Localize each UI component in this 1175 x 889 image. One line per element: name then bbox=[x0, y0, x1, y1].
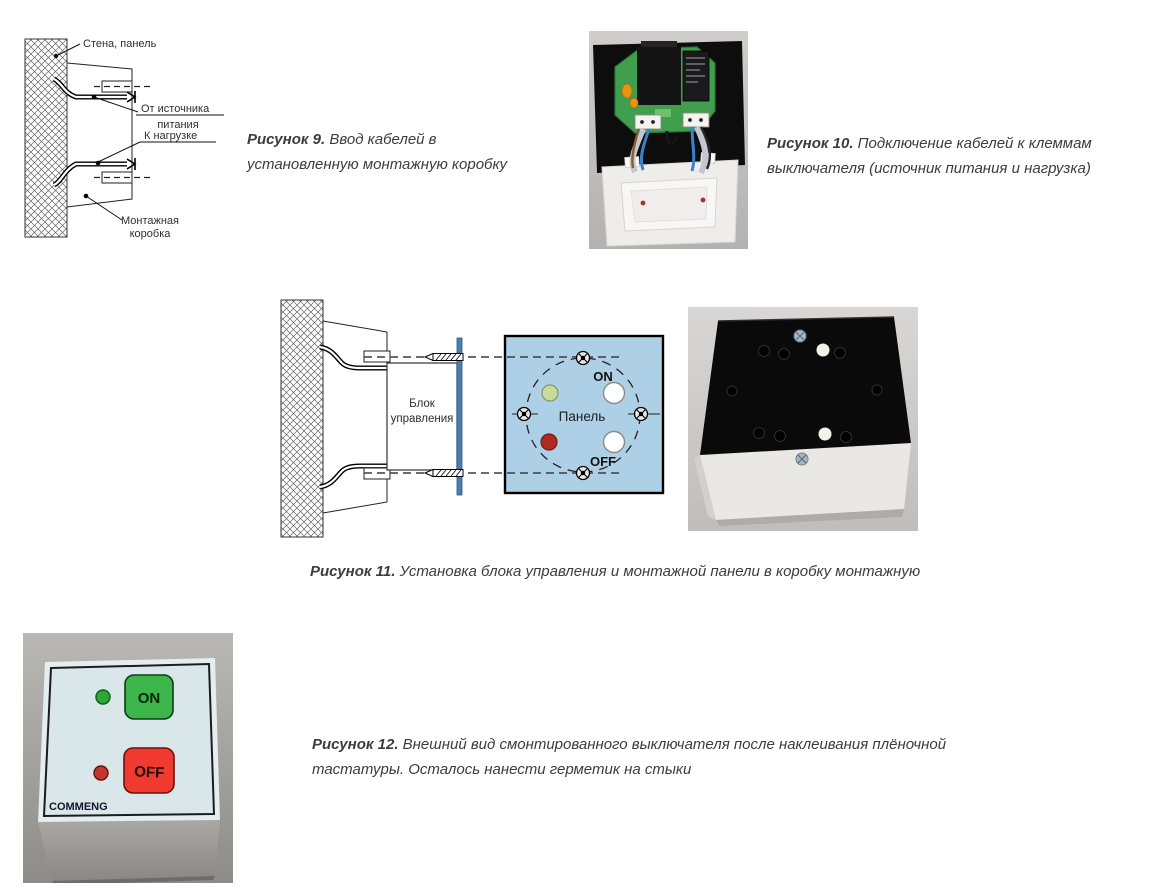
terminal-block-left bbox=[635, 115, 661, 129]
box-label-line2: коробка bbox=[129, 228, 171, 240]
box-screw-hole bbox=[641, 201, 646, 206]
switch-box-side bbox=[38, 820, 220, 881]
fig10-caption-label: Рисунок 10. bbox=[767, 135, 854, 152]
load-label: К нагрузке bbox=[144, 130, 198, 142]
white-mounting-box bbox=[602, 153, 738, 246]
fig11-caption bbox=[310, 559, 920, 584]
fig11-caption-label: Рисунок 11. bbox=[310, 563, 396, 580]
fig12-caption bbox=[312, 732, 1030, 782]
capacitor bbox=[622, 84, 632, 98]
fig11-photo bbox=[688, 307, 918, 531]
green-led-indicator bbox=[542, 385, 558, 401]
panel-screw bbox=[577, 467, 590, 480]
panel-label: Панель bbox=[558, 409, 606, 424]
off-button-hole bbox=[604, 432, 625, 453]
fig10-photo bbox=[589, 31, 748, 249]
lower-conduit bbox=[94, 172, 150, 183]
panel-screw bbox=[518, 408, 531, 421]
capacitor bbox=[630, 98, 638, 108]
off-label: OFF bbox=[590, 454, 616, 469]
fig9-caption bbox=[247, 127, 549, 177]
source-label-line2: питания bbox=[157, 119, 199, 131]
fig12-caption-label: Рисунок 12. bbox=[312, 736, 399, 753]
green-led bbox=[96, 690, 110, 704]
upper-conduit bbox=[94, 81, 150, 92]
panel-screw bbox=[577, 352, 590, 365]
on-button[interactable] bbox=[125, 675, 173, 719]
fig12-photo bbox=[23, 633, 233, 883]
control-block bbox=[387, 363, 457, 470]
load-label-group bbox=[98, 130, 216, 162]
on-button-hole bbox=[604, 383, 625, 404]
fig11-caption-text: Установка блока управления и монтажной панели в коробку монтажную bbox=[399, 563, 921, 580]
terminal-block-right bbox=[683, 113, 709, 127]
control-block-label-line2: управления bbox=[390, 413, 454, 425]
control-block-label-line1: Блок bbox=[409, 398, 435, 410]
source-label-line1: От источника bbox=[141, 103, 210, 115]
fig10-caption bbox=[767, 131, 1112, 181]
box-label-line1: Монтажная bbox=[120, 215, 180, 227]
off-button[interactable] bbox=[124, 748, 174, 793]
brand-label: COMMENG bbox=[49, 801, 108, 813]
box-label-group bbox=[84, 194, 179, 240]
on-label: ON bbox=[593, 369, 613, 384]
mounting-screw bbox=[425, 354, 463, 361]
on-button-label: ON bbox=[137, 690, 161, 707]
fig9-caption-text: Ввод кабелей в установленную монтажную коробку bbox=[247, 131, 508, 173]
wall-hatch bbox=[25, 39, 67, 237]
fig10-caption-text: Подключение кабелей к клеммам выключателя (источник питания и нагрузка) bbox=[767, 135, 1092, 177]
white-button-dot bbox=[819, 428, 832, 441]
red-led-indicator bbox=[541, 434, 557, 450]
fig9-diagram bbox=[10, 33, 238, 251]
wall-label: Стена, панель bbox=[83, 38, 157, 50]
wall-hatch bbox=[281, 300, 323, 537]
fig12-caption-text: Внешний вид смонтированного выключателя после наклеивания плёночной тастатуры. Осталось нанести герметик на стыки bbox=[312, 736, 947, 778]
white-button-dot bbox=[817, 344, 830, 357]
source-label-group bbox=[94, 97, 224, 131]
panel-screw bbox=[635, 408, 648, 421]
fig9-caption-label: Рисунок 9. bbox=[247, 131, 326, 148]
fig11-diagram bbox=[276, 291, 668, 543]
off-button-label: OFF bbox=[133, 763, 165, 782]
box-screw-hole bbox=[701, 198, 706, 203]
mounting-screw bbox=[425, 470, 463, 477]
red-led bbox=[94, 766, 108, 780]
switch-face bbox=[38, 658, 220, 822]
transformer bbox=[637, 47, 681, 105]
